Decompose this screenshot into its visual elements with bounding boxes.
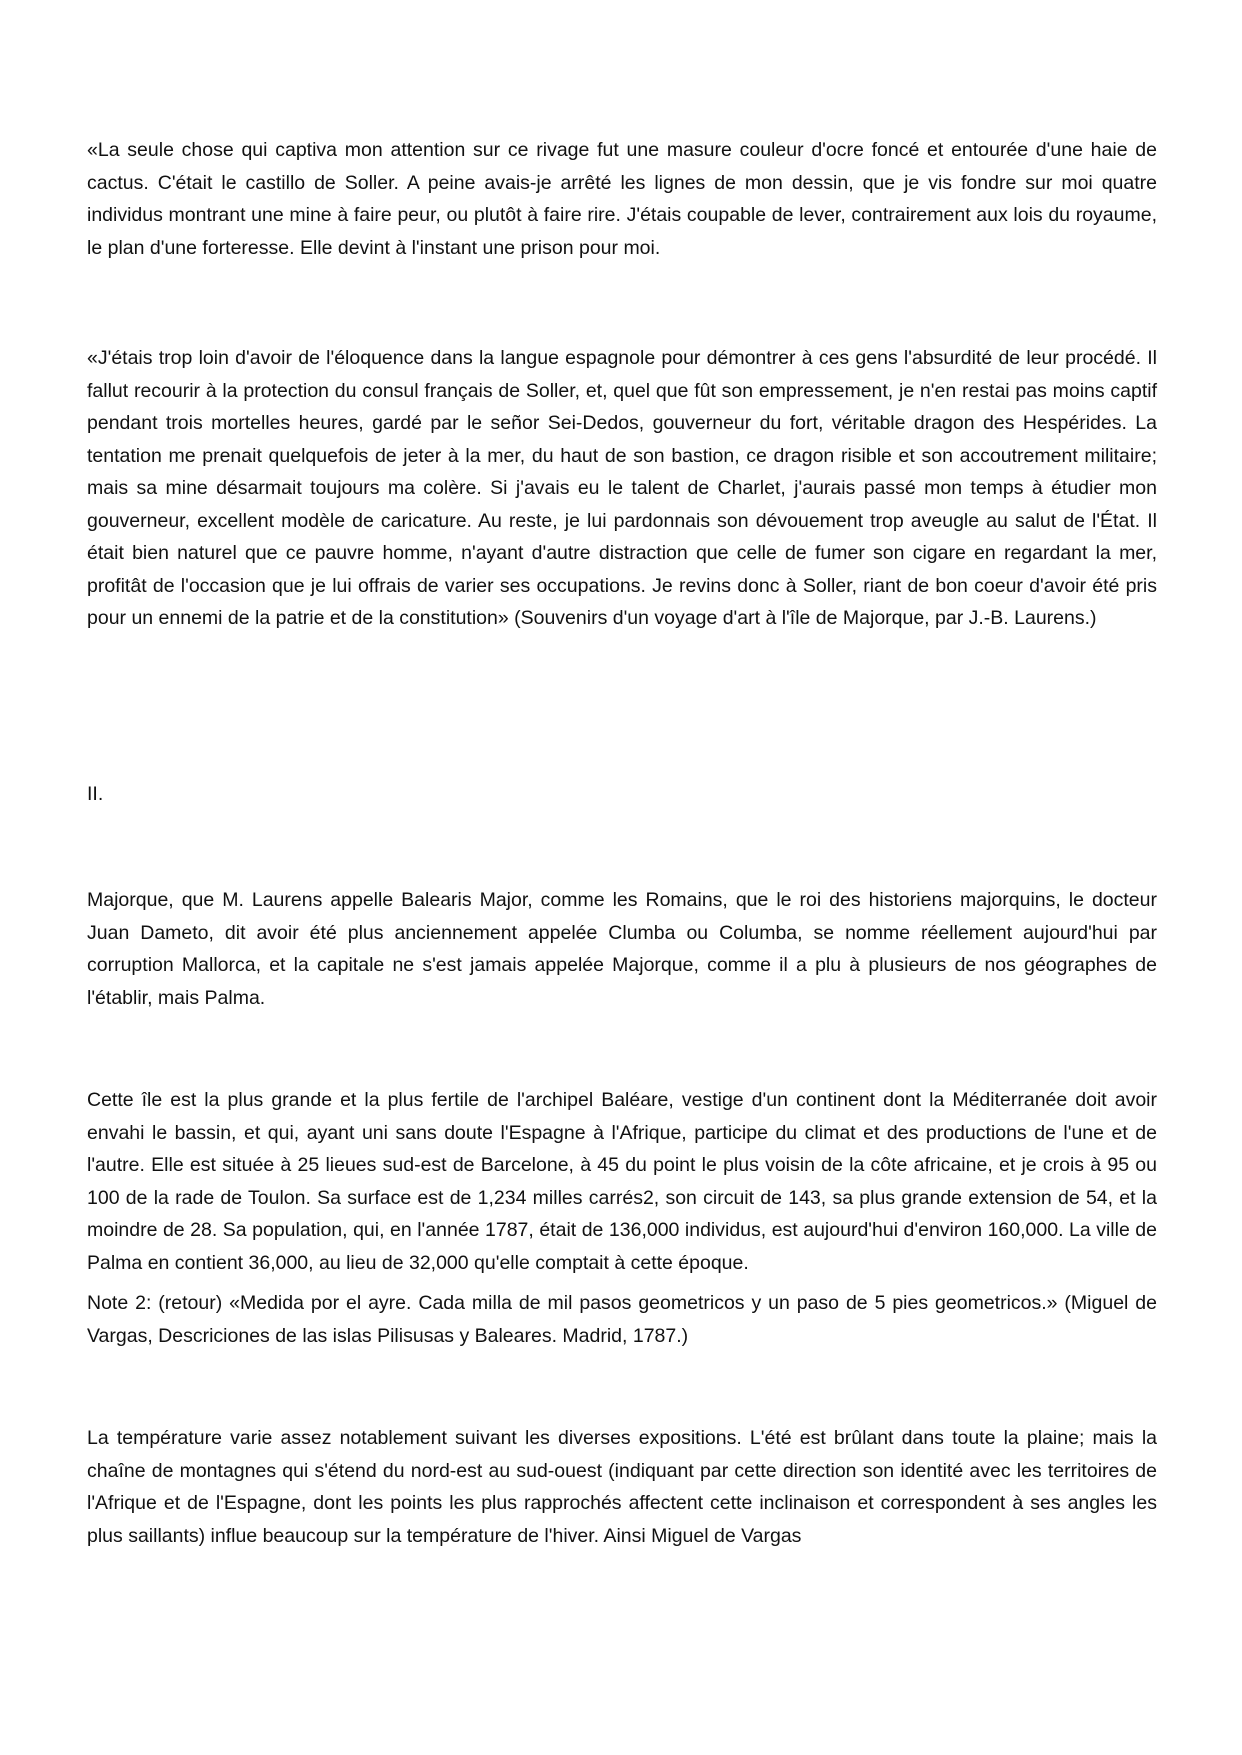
paragraph-temperature: La température varie assez notablement suivant les diverses expositions. L'été est brûlant dans toute la plaine; mais la chaîne de montagnes qui s'étend du nord-est au sud-ouest (indiquant par cette direction son identité avec les territoires de l'Afrique et de l'Espagne, dont les points les plus rapprochés affectent cette inclinaison et correspondent à ses angles les plus saillants) influe beaucoup sur la température de l'hiver. Ainsi Miguel de Vargas [87, 1427, 1157, 1547]
document-page [87, 134, 1157, 1552]
paragraph-castillo-soller: «La seule chose qui captiva mon attention sur ce rivage fut une masure couleur d'ocre foncé et entourée d'une haie de cactus. C'était le castillo de Soller. A peine avais-je arrêté les lignes de mon dessin, que je vis fondre sur moi quatre individus montrant une mine à faire peur, ou plutôt à faire rire. J'étais coupable de lever, contrairement aux lois du royaume, le plan d'une forteresse. Elle devint à l'instant une prison pour moi. [87, 139, 1157, 259]
paragraph-ile-description: Cette île est la plus grande et la plus fertile de l'archipel Baléare, vestige d'un continent dont la Méditerranée doit avoir envahi le bassin, et qui, ayant uni sans doute l'Espagne à l'Afrique, participe du climat et des productions de l'une et de l'autre. Elle est située à 25 lieues sud-est de Barcelone, à 45 du point le plus voisin de la côte africaine, et je crois à 95 ou 100 de la rade de Toulon. Sa surface est de 1,234 milles carrés2, son circuit de 143, sa plus grande extension de 54, et la moindre de 28. Sa population, qui, en l'année 1787, était de 136,000 individus, est aujourd'hui d'environ 160,000. La ville de Palma en contient 36,000, au lieu de 32,000 qu'elle comptait à cette époque. [87, 1089, 1157, 1274]
section-heading: II. [87, 782, 104, 805]
paragraph-majorque-name: Majorque, que M. Laurens appelle Balearis Major, comme les Romains, que le roi des historiens majorquins, le docteur Juan Dameto, dit avoir été plus anciennement appelée Clumba ou Columba, se nomme réellement aujourd'hui par corruption Mallorca, et la capitale ne s'est jamais appelée Majorque, comme il a plu à plusieurs de nos géographes de l'établir, mais Palma. [87, 889, 1157, 1009]
paragraph-consul-soller: «J'étais trop loin d'avoir de l'éloquence dans la langue espagnole pour démontrer à ces gens l'absurdité de leur procédé. Il fallut recourir à la protection du consul français de Soller, et, quel que fût son empressement, je n'en restai pas moins captif pendant trois mortelles heures, gardé par le señor Sei-Dedos, gouverneur du fort, véritable dragon des Hespérides. La tentation me prenait quelquefois de jeter à la mer, du haut de son bastion, ce dragon risible et son accoutrement militaire; mais sa mine désarmait toujours ma colère. Si j'avais eu le talent de Charlet, j'aurais passé mon temps à étudier mon gouverneur, excellent modèle de caricature. Au reste, je lui pardonnais son dévouement trop aveugle au salut de l'État. Il était bien naturel que ce pauvre homme, n'ayant d'autre distraction que celle de fumer son cigare en regardant la mer, profitât de l'occasion que je lui offrais de varier ses occupations. Je revins donc à Soller, riant de bon coeur d'avoir été pris pour un ennemi de la patrie et de la constitution» (Souvenirs d'un voyage d'art à l'île de Majorque, par J.-B. Laurens.) [87, 347, 1157, 629]
footnote-2: Note 2: (retour) «Medida por el ayre. Cada milla de mil pasos geometricos y un paso de 5 pies geometricos.» (Miguel de Vargas, Descriciones de las islas Pilisusas y Baleares. Madrid, 1787.) [87, 1292, 1157, 1347]
